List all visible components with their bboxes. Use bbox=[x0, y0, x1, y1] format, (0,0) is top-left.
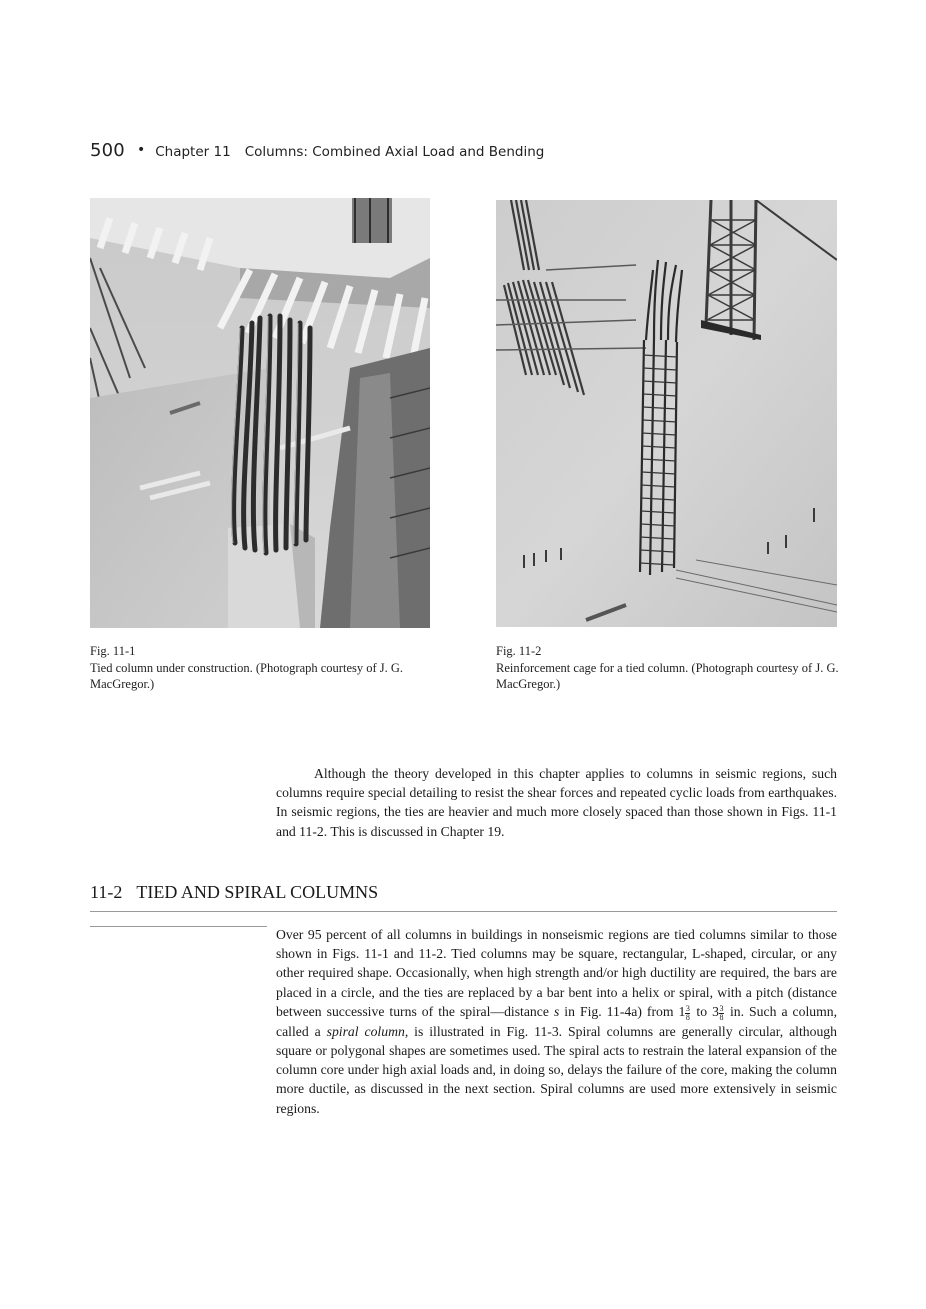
paragraph-2-text-2: in Fig. 11-4a) from 1 bbox=[559, 1003, 686, 1019]
figure-11-1-caption bbox=[90, 643, 430, 693]
paragraph-2-text-5: , is illustrated in Fig. 11-3. Spiral columns are generally circular, although square or polygonal shapes are sometimes used. The spiral acts to restrain the lateral expansion of the column core under high axial loads and, in doing so, delays the failure of the core, making the column more ductile, as discussed in the next section. Spiral columns are used more extensively in seismic regions. bbox=[276, 1023, 837, 1116]
margin-rule bbox=[90, 926, 267, 927]
running-head bbox=[90, 140, 544, 161]
figure-11-2-caption-text: Reinforcement cage for a tied column. (Photograph courtesy of J. G. MacGregor.) bbox=[496, 660, 839, 691]
section-heading bbox=[90, 882, 837, 912]
figure-11-1-caption-text: Tied column under construction. (Photograph courtesy of J. G. MacGregor.) bbox=[90, 660, 404, 691]
term-spiral-column: spiral column bbox=[326, 1023, 405, 1039]
paragraph-2-text-3: to 3 bbox=[691, 1003, 719, 1019]
figure-11-2-caption bbox=[496, 643, 841, 693]
fraction-numerator: 3 bbox=[685, 1003, 690, 1013]
variable-s: s bbox=[553, 1003, 560, 1019]
bullet-separator: • bbox=[136, 142, 146, 158]
chapter-title: Columns: Combined Axial Load and Bending bbox=[244, 144, 545, 160]
fraction-denominator: 8 bbox=[719, 1012, 724, 1022]
figure-11-2-label: Fig. 11-2 bbox=[496, 644, 542, 658]
fraction-denominator: 8 bbox=[685, 1012, 690, 1022]
fraction-three-eighths-1 bbox=[685, 1005, 690, 1022]
chapter-label: Chapter 11 bbox=[155, 144, 231, 160]
paragraph-2-text-1: Over 95 percent of all columns in buildings in nonseismic regions are tied columns similar to those shown in Figs. 11-1 and 11-2. Tied columns may be square, rectangular, L-shaped, circular, or any other required shape. Occasionally, when high strength and/or high ductility are required, the bars are placed in a circle, and the ties are replaced by a bar bent into a helix or spiral, with a pitch (distance between successive turns of the spiral—distance bbox=[276, 927, 837, 1019]
figure-11-2-photo bbox=[496, 200, 837, 627]
paragraph-2-text-4: in. Such a column, called a bbox=[276, 1003, 838, 1039]
paragraph-tied-spiral-columns bbox=[276, 925, 837, 1118]
figure-11-1-photo bbox=[90, 198, 430, 628]
section-title: TIED AND SPIRAL COLUMNS bbox=[136, 882, 379, 902]
paragraph-seismic-detailing: Although the theory developed in this chapter applies to columns in seismic regions, such columns require special detailing to resist the shear forces and repeated cyclic loads from earthquakes. In seismic regions, the ties are heavier and much more closely spaced than those shown in Figs. 11-1 and 11-2. This is discussed in Chapter 19. bbox=[276, 766, 837, 839]
page-number: 500 bbox=[90, 140, 125, 161]
fraction-three-eighths-2 bbox=[719, 1005, 724, 1022]
fraction-numerator: 3 bbox=[719, 1003, 724, 1013]
section-number: 11-2 bbox=[90, 882, 123, 902]
figure-11-1-label: Fig. 11-1 bbox=[90, 644, 136, 658]
